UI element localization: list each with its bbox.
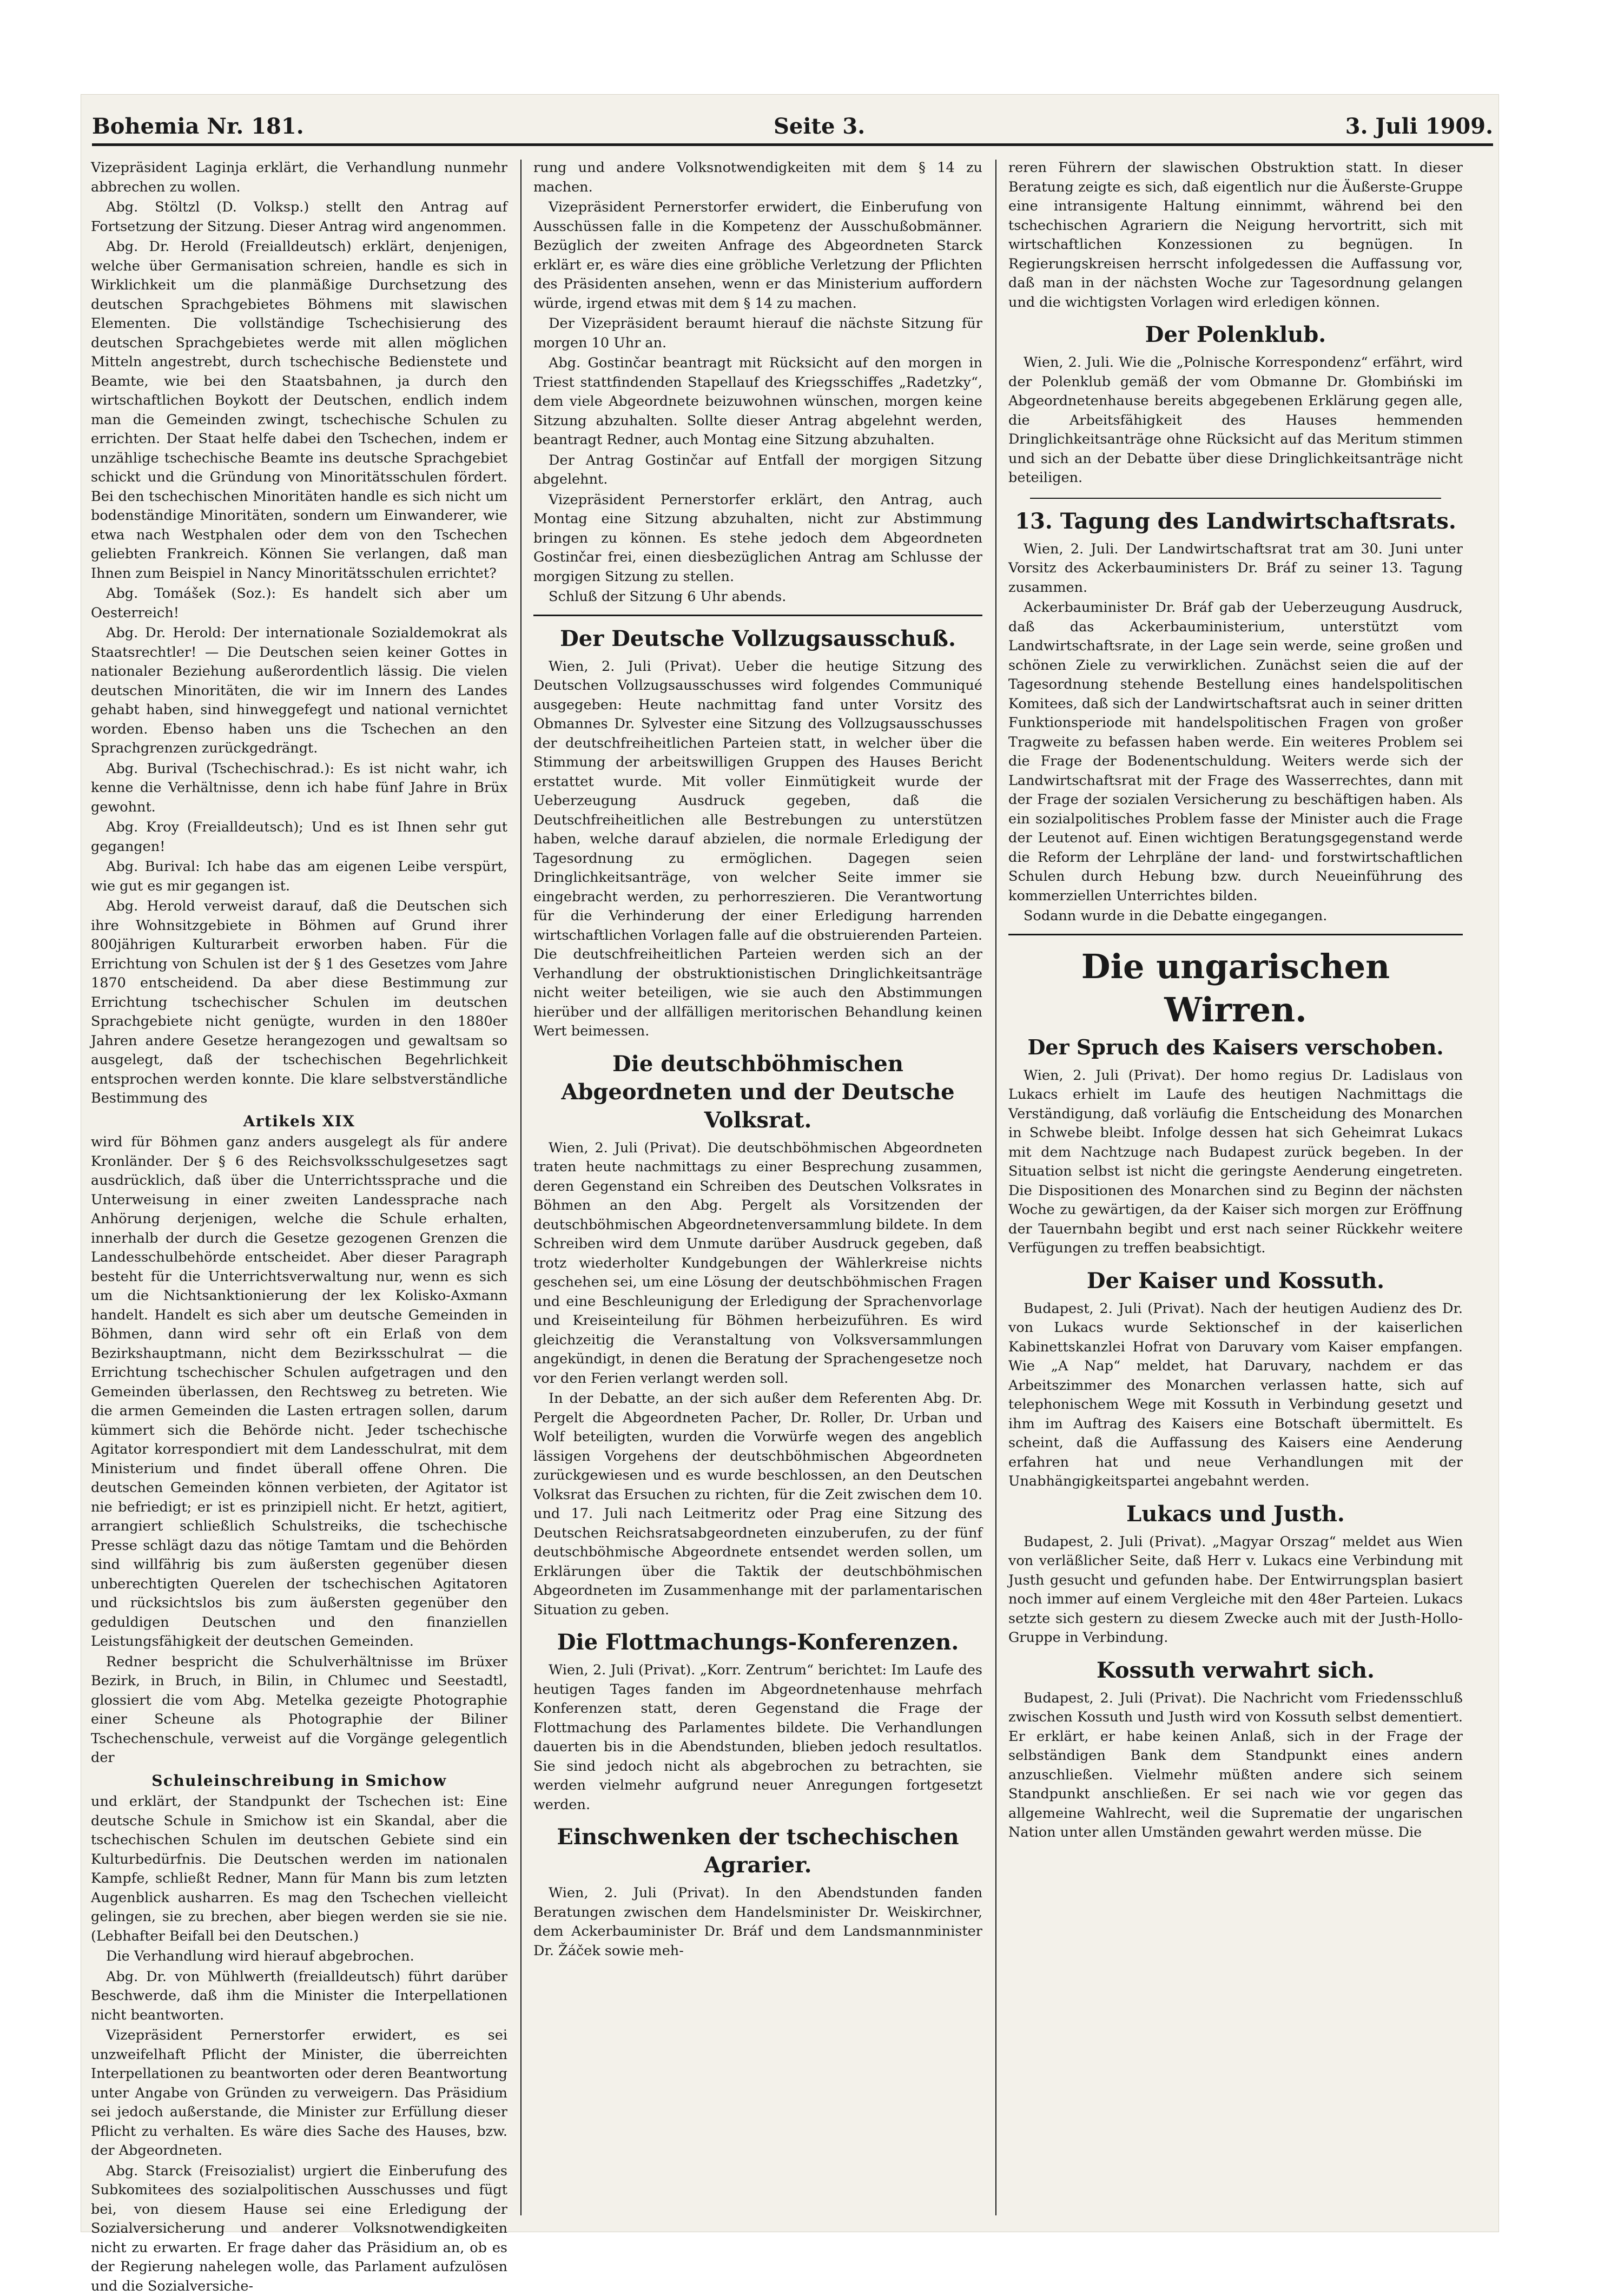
- paragraph: Abg. Starck (Freisozialist) urgiert die Einberufung des Subkomitees des sozialpolitischen Ausschusses und fügt bei, von diesem Hause sei eine Erledigung der Sozialversicherung und anderer Volksnotwendigkeiten nicht zu erwarten. Er frage daher das Präsidium an, ob es der Regierung nahelegen wolle, das Parlament aufzulösen und die Sozialversiche-: [91, 2162, 507, 2296]
- paragraph: Abg. Herold verweist darauf, daß die Deutschen sich ihre Wohnsitzgebiete in Böhmen auf Grund ihrer 800jährigen Kulturarbeit erworben haben. Für die Errichtung von Schulen ist der § 1 des Gesetzes vom Jahre 1870 entscheidend. Da aber diese Bestimmung zur Errichtung tschechischer Schulen im deutschen Sprachgebiete nicht genügte, wurden in den 1880er Jahren andere Gesetze herangezogen und gewaltsam so ausgelegt, daß der tschechischen Begehrlichkeit entsprochen werden konnte. Die klare selbstverständliche Bestimmung des: [91, 897, 507, 1109]
- section-heading: Die deutschböhmischen Abgeordneten und der Deutsche Volksrat.: [533, 1050, 982, 1134]
- paragraph: Budapest, 2. Juli (Privat). „Magyar Orszag“ meldet aus Wien von verläßlicher Seite, daß Herr v. Lukacs eine Verbindung mit Justh gesucht und gefunden habe. Der Entwirrungsplan basiert noch immer auf einem Vergleiche mit den 48er Parteien. Lukacs setzte sich gestern zu diesem Zwecke auch mit der Justh-Hollo-Gruppe in Verbindung.: [1008, 1533, 1463, 1648]
- paragraph: Abg. Burival (Tschechischrad.): Es ist nicht wahr, ich kenne die Verhältnisse, denn ich habe fünf Jahre in Brüx gewohnt.: [91, 760, 507, 817]
- column-3: [1008, 159, 1463, 2221]
- paragraph: Abg. Stöltzl (D. Volksp.) stellt den Antrag auf Fortsetzung der Sitzung. Dieser Antrag wird angenommen.: [91, 198, 507, 236]
- page-header: [92, 105, 1493, 146]
- paragraph: Wien, 2. Juli (Privat). Der homo regius Dr. Ladislaus von Lukacs erhielt im Laufe des heutigen Nachmittags die Verständigung, daß vorläufig die Entscheidung des Monarchen in Schwebe bleibt. Infolge dessen hat sich Geheimrat Lukacs mit dem Nachtzuge nach Budapest zurück begeben. In der Situation selbst ist nicht die geringste Aenderung eingetreten. Die Dispositionen des Monarchen sind zu Beginn der nächsten Woche zu gewärtigen, da der Kaiser sich morgen zur Eröffnung der Tauernbahn begibt und erst nach seiner Rückkehr weitere Verfügungen zu treffen beabsichtigt.: [1008, 1066, 1463, 1258]
- paragraph: Der Vizepräsident beraumt hierauf die nächste Sitzung für morgen 10 Uhr an.: [533, 314, 982, 353]
- section-divider: [533, 615, 982, 616]
- header-page-number: Seite 3.: [774, 114, 865, 139]
- paragraph: Wien, 2. Juli. Der Landwirtschaftsrat trat am 30. Juni unter Vorsitz des Ackerbauministers Dr. Bráf zu seiner 13. Tagung zusammen.: [1008, 540, 1463, 598]
- paragraph: und erklärt, der Standpunkt der Tschechen ist: Eine deutsche Schule in Smichow ist ein Skandal, aber die tschechischen Schulen im deutschen Gebiete sind ein Kulturbedürfnis. Die Deutschen werden im nationalen Kampfe, schließt Redner, Mann für Mann bis zum letzten Augenblick ausharren. Es mag den Tschechen vielleicht gelingen, sie zu brechen, aber biegen werden sie sie nie. (Lebhafter Beifall bei den Deutschen.): [91, 1792, 507, 1946]
- paragraph: Abg. Kroy (Freialldeutsch); Und es ist Ihnen sehr gut gegangen!: [91, 818, 507, 856]
- paragraph: Vizepräsident Laginja erklärt, die Verhandlung nunmehr abbrechen zu wollen.: [91, 159, 507, 197]
- paragraph: Budapest, 2. Juli (Privat). Die Nachricht vom Friedensschluß zwischen Kossuth und Justh wird von Kossuth selbst dementiert. Er erklärt, er habe keinen Anlaß, sich in der Frage der selbständigen Bank dem Standpunkt eines andern anzuschließen. Vielmehr müßten andere sich seinem Standpunkt anschließen. Er sei nach wie vor gegen das allgemeine Wahlrecht, weil die Suprematie der ungarischen Nation unter allen Umständen gewahrt werden müsse. Die: [1008, 1689, 1463, 1843]
- paragraph: Abg. Tomášek (Soz.): Es handelt sich aber um Oesterreich!: [91, 584, 507, 623]
- section-heading: Der Deutsche Vollzugsausschuß.: [533, 625, 982, 653]
- paragraph: Abg. Dr. Herold (Freialldeutsch) erklärt, denjenigen, welche über Germanisation schreien, handle es sich in Wirklichkeit um die planmäßige Durchsetzung des deutschen Sprachgebietes Böhmens mit slawischen Elementen. Die vollständige Tschechisierung des deutschen Sprachgebietes werde mit allen möglichen Mitteln angestrebt, durch tschechische Bedienstete und Beamte, wie bei den Staatsbahnen, ja durch den wirtschaftlichen Boykott der Deutschen, endlich indem man die Gemeinden zwingt, tschechische Schulen zu errichten. Der Staat helfe dabei den Tschechen, indem er unzählige tschechische Beamte ins deutsche Sprachgebiet schickt und die Gründung von Minoritätsschulen fördert. Bei den tschechischen Minoritäten handle es sich nicht um bodenständige Minoritäten, sondern um Einwanderer, wie etwa nach Westphalen oder dem von den Tschechen geliebten Frankreich. Können Sie verlangen, daß man Ihnen zum Beispiel in Nancy Minoritätsschulen errichtet?: [91, 237, 507, 583]
- paragraph: Die Verhandlung wird hierauf abgebrochen.: [91, 1947, 507, 1967]
- section-heading: Kossuth verwahrt sich.: [1008, 1657, 1463, 1685]
- paragraph: In der Debatte, an der sich außer dem Referenten Abg. Dr. Pergelt die Abgeordneten Pacher, Dr. Roller, Dr. Urban und Wolf beteiligten, wurden die Vorwürfe wegen des angeblich lässigen Vorgehens der deutschböhmischen Abgeordneten zurückgewiesen und es wurde beschlossen, an den Deutschen Volksrat das Ersuchen zu richten, für die Zeit zwischen dem 10. und 17. Juli nach Leitmeritz oder Prag eine Sitzung des Deutschen Reichsratsabgeordneten einzuberufen, zu der fünf deutschböhmische Abgeordnete entsendet werden sollen, um Erklärungen über die Taktik der deutschböhmischen Abgeordneten im Zusammenhange mit der parlamentarischen Situation zu geben.: [533, 1389, 982, 1620]
- section-heading: Der Polenklub.: [1008, 321, 1463, 349]
- header-date: 3. Juli 1909.: [1345, 114, 1493, 139]
- paragraph: Abg. Gostinčar beantragt mit Rücksicht auf den morgen in Triest stattfindenden Stapellauf des Kriegsschiffes „Radetzky“, dem viele Abgeordnete beizuwohnen wünschen, morgen keine Sitzung abzuhalten. Sollte dieser Antrag abgelehnt werden, beantragt Redner, auch Montag eine Sitzung abzuhalten.: [533, 354, 982, 450]
- paragraph: Vizepräsident Pernerstorfer erklärt, den Antrag, auch Montag eine Sitzung abzuhalten, nicht zur Abstimmung bringen zu können. Es stehe jedoch dem Abgeordneten Gostinčar frei, einen diesbezüglichen Antrag am Schlusse der morgigen Sitzung zu stellen.: [533, 491, 982, 587]
- paragraph: Abg. Burival: Ich habe das am eigenen Leibe verspürt, wie gut es mir gegangen ist.: [91, 857, 507, 896]
- column-1: [91, 159, 507, 2221]
- paragraph: Wien, 2. Juli (Privat). Die deutschböhmischen Abgeordneten traten heute nachmittags zu einer Besprechung zusammen, deren Gegenstand ein Schreiben des Deutschen Volksrates in Böhmen an den Abg. Pergelt als Vorsitzenden der deutschböhmischen Abgeordnetenversammlung bildete. In dem Schreiben wird dem Unmute darüber Ausdruck gegeben, daß trotz wiederholter Kundgebungen der Wählerkreise nichts geschehen sei, um eine Lösung der deutschböhmischen Fragen und eine Beschleunigung der Erledigung der Sprachenvorlage und Kreiseinteilung für Böhmen herbeizuführen. Es wird gleichzeitig die Veranstaltung von Volksversammlungen angekündigt, in denen die Beratung der Sprachengesetze noch vor den Ferien verlangt werden soll.: [533, 1139, 982, 1389]
- column-2: [533, 159, 982, 2221]
- inline-heading: Schuleinschreibung in Smichow: [91, 1771, 507, 1791]
- section-divider: [1008, 934, 1463, 935]
- header-issue: Bohemia Nr. 181.: [92, 114, 304, 139]
- sub-headline: Der Spruch des Kaisers verschoben.: [1008, 1034, 1463, 1061]
- section-divider: [1030, 498, 1441, 499]
- paragraph: Wien, 2. Juli. Wie die „Polnische Korrespondenz“ erfährt, wird der Polenklub gemäß der vom Obmanne Dr. Głombiński im Abgeordnetenhause bereits abgegebenen Erklärung gegen alle, die Arbeitsfähigkeit des Hauses hemmenden Dringlichkeitsanträge ohne Rücksicht auf das Meritum stimmen und sich an der Debatte über diese Dringlichkeitsanträge nicht beteiligen.: [1008, 353, 1463, 488]
- paragraph: Abg. Dr. Herold: Der internationale Sozialdemokrat als Staatsrechtler! — Die Deutschen seien keiner Gottes in nationaler Beziehung außerordentlich lässig. Die vielen deutschen Minoritäten, die wir im Innern des Landes gehabt haben, sind hinweggefegt und national vernichtet worden. Ebenso haben uns die Tschechen an den Sprachgrenzen zurückgedrängt.: [91, 624, 507, 758]
- section-heading: Lukacs und Justh.: [1008, 1500, 1463, 1528]
- paragraph: Wien, 2. Juli (Privat). Ueber die heutige Sitzung des Deutschen Vollzugsausschusses wird folgendes Communiqué ausgegeben: Heute nachmittag fand unter Vorsitz des Obmannes Dr. Sylvester eine Sitzung des Vollzugsausschusses der deutschfreiheitlichen Parteien statt, in welcher über die Stimmung der arbeitswilligen Gruppen des Hauses Bericht erstattet wurde. Mit voller Einmütigkeit wurde der Ueberzeugung Ausdruck gegeben, daß die Deutschfreiheitlichen alle Bestrebungen zu unterstützen haben, welche darauf abzielen, die normale Erledigung der Tagesordnung zu ermöglichen. Dagegen seien Dringlichkeitsanträge, von welcher Seite immer sie eingebracht werden, zu perhorreszieren. Die Verantwortung für die Verhinderung der einer Erledigung harrenden wirtschaftlichen Vorlagen falle auf die obstruierenden Parteien. Die deutschfreiheitlichen Parteien werden sich an der Verhandlung der obstruktionistischen Dringlichkeitsanträge nicht weiter beteiligen, wie sie auch den Abstimmungen hierüber und der allfälligen meritorischen Behandlung keinen Wert beimessen.: [533, 657, 982, 1041]
- paragraph: Ackerbauminister Dr. Bráf gab der Ueberzeugung Ausdruck, daß das Ackerbauministerium, unterstützt vom Landwirtschaftsrate, in der Lage sein werde, seine großen und schönen Ziele zu verwirklichen. Zunächst seien die auf der Tagesordnung stehende Bestellung eines handelspolitischen Komitees, daß sich der Landwirtschaftsrat auch in seiner dritten Funktionsperiode mit handelspolitischen Fragen von großer Tragweite zu befassen haben werde. Ein weiteres Problem sei die Frage der Bodenentschuldung. Weiters werde sich der Landwirtschaftsrat mit der Frage des Wasserrechtes, dann mit der Frage der sozialen Versicherung zu beschäftigen haben. Als ein sozialpolitisches Problem fasse der Minister auch die Frage der Leutenot auf. Einen wichtigen Beratungsgegenstand werde die Reform der Lehrpläne der land- und forstwirtschaftlichen Schulen durch Hebung bzw. durch Neueinführung des kommerziellen Unterrichtes bilden.: [1008, 598, 1463, 906]
- paragraph: rung und andere Volksnotwendigkeiten mit dem § 14 zu machen.: [533, 159, 982, 197]
- paragraph: Redner bespricht die Schulverhältnisse im Brüxer Bezirk, in Bruch, in Bilin, in Chlumec und Seestadtl, glossiert die vom Abg. Metelka gezeigte Photographie einer Scheune als Photographie der Biliner Tschechenschule, verweist auf die Vorgänge gelegentlich der: [91, 1653, 507, 1768]
- paragraph: Sodann wurde in die Debatte eingegangen.: [1008, 907, 1463, 926]
- column-rule: [995, 160, 996, 2215]
- paragraph: Abg. Dr. von Mühlwerth (freialldeutsch) führt darüber Beschwerde, daß ihm die Minister die Interpellationen nicht beantworten.: [91, 1968, 507, 2026]
- major-headline: Die ungarischen Wirren.: [1008, 945, 1463, 1032]
- inline-heading: Artikels XIX: [91, 1112, 507, 1131]
- paragraph: Der Antrag Gostinčar auf Entfall der morgigen Sitzung abgelehnt.: [533, 451, 982, 490]
- paragraph: Wien, 2. Juli (Privat). „Korr. Zentrum“ berichtet: Im Laufe des heutigen Tages fanden im Abgeordnetenhause mehrfach Konferenzen statt, deren Gegenstand die Frage der Flottmachung des Parlamentes bildete. Die Verhandlungen dauerten bis in die Abendstunden, blieben jedoch resultatlos. Sie sind jedoch nicht als abgebrochen zu betrachten, sie werden vielmehr aufgrund neuer Anregungen fortgesetzt werden.: [533, 1661, 982, 1815]
- column-rule: [520, 160, 521, 2215]
- paragraph: Wien, 2. Juli (Privat). In den Abendstunden fanden Beratungen zwischen dem Handelsminister Dr. Weiskirchner, dem Ackerbauminister Dr. Bráf und dem Landsmannminister Dr. Žáček sowie meh-: [533, 1884, 982, 1961]
- paragraph: wird für Böhmen ganz anders ausgelegt als für andere Kronländer. Der § 6 des Reichsvolksschulgesetzes sagt ausdrücklich, daß über die Unterrichtssprache und die Unterweisung in einer zweiten Landessprache nach Anhörung derjenigen, welche die Schule erhalten, innerhalb der durch die Gesetze gezogenen Grenzen die Landesschulbehörde entscheidet. Aber dieser Paragraph besteht für die Unterrichtsverwaltung nur, wenn es sich um die Nichtsanktionierung der lex Kolisko-Axmann handelt. Handelt es sich aber um deutsche Gemeinden in Böhmen, dann wird sehr oft ein Erlaß von dem Bezirkshauptmann, nicht dem Bezirksschulrat — die Errichtung tschechischer Schulen aufgetragen und den Gemeinden überlassen, den Rechtsweg zu betreten. Wie die armen Gemeinden die Lasten ertragen sollen, darum kümmert sich die Behörde nicht. Jeder tschechische Agitator korrespondiert mit dem Landesschulrat, mit dem Ministerium und findet überall offene Ohren. Die deutschen Gemeinden können verbieten, der Agitator ist nie befriedigt; er ist es prinzipiell nicht. Er hetzt, agitiert, arrangiert schließlich Schulstreiks, die tschechische Presse schlägt dazu das nötige Tamtam und die Behörden sind willfährig bis zum äußersten gegenüber diesen unberechtigten Querelen der tschechischen Agitatoren und rücksichtslos bis zum äußersten gegenüber den geduldigen Deutschen und den finanziellen Leistungsfähigkeit der deutschen Gemeinden.: [91, 1133, 507, 1652]
- section-heading: Die Flottmachungs-Konferenzen.: [533, 1628, 982, 1657]
- newspaper-page: [81, 95, 1498, 2232]
- section-heading: 13. Tagung des Landwirtschaftsrats.: [1008, 507, 1463, 536]
- paragraph: Budapest, 2. Juli (Privat). Nach der heutigen Audienz des Dr. von Lukacs wurde Sektionschef in der kaiserlichen Kabinettskanzlei Hofrat von Daruvary vom Kaiser empfangen. Wie „A Nap“ meldet, hat Daruvary, nachdem er das Arbeitszimmer des Monarchen verlassen hatte, sich auf telephonischem Wege mit Kossuth in Verbindung gesetzt und ihm im Auftrag des Kaisers eine Botschaft übermittelt. Es scheint, daß die Auffassung des Kaisers eine Aenderung erfahren hat und neue Verhandlungen mit der Unabhängigkeitspartei angebahnt werden.: [1008, 1299, 1463, 1492]
- paragraph: Schluß der Sitzung 6 Uhr abends.: [533, 588, 982, 607]
- section-heading: Der Kaiser und Kossuth.: [1008, 1267, 1463, 1295]
- paragraph: Vizepräsident Pernerstorfer erwidert, die Einberufung von Ausschüssen falle in die Kompetenz der Ausschußobmänner. Bezüglich der zweiten Anfrage des Abgeordneten Starck erklärt er, es wäre dies eine gröbliche Verletzung der Pflichten des Präsidenten ansehen, wenn er das Ministerium auffordern würde, irgend etwas mit dem § 14 zu machen.: [533, 198, 982, 313]
- section-heading: Einschwenken der tschechischen Agrarier.: [533, 1823, 982, 1879]
- paragraph: reren Führern der slawischen Obstruktion statt. In dieser Beratung zeigte es sich, daß eigentlich nur die Äußerste-Gruppe eine intransigente Haltung einnimmt, während bei den tschechischen Agrariern die Neigung hervortritt, sich mit wirtschaftlichen Konzessionen zu begnügen. In Regierungskreisen herrscht infolgedessen die Auffassung vor, daß man in der nächsten Woche zur Tagesordnung gelangen und die wichtigsten Vorlagen wird erledigen können.: [1008, 159, 1463, 312]
- paragraph: Vizepräsident Pernerstorfer erwidert, es sei unzweifelhaft Pflicht der Minister, die überreichten Interpellationen zu beantworten oder deren Beantwortung unter Angabe von Gründen zu verweigern. Das Präsidium sei jedoch außerstande, die Minister zur Erfüllung dieser Pflicht zu verhalten. Es wäre dies Sache des Hauses, bzw. der Abgeordneten.: [91, 2026, 507, 2161]
